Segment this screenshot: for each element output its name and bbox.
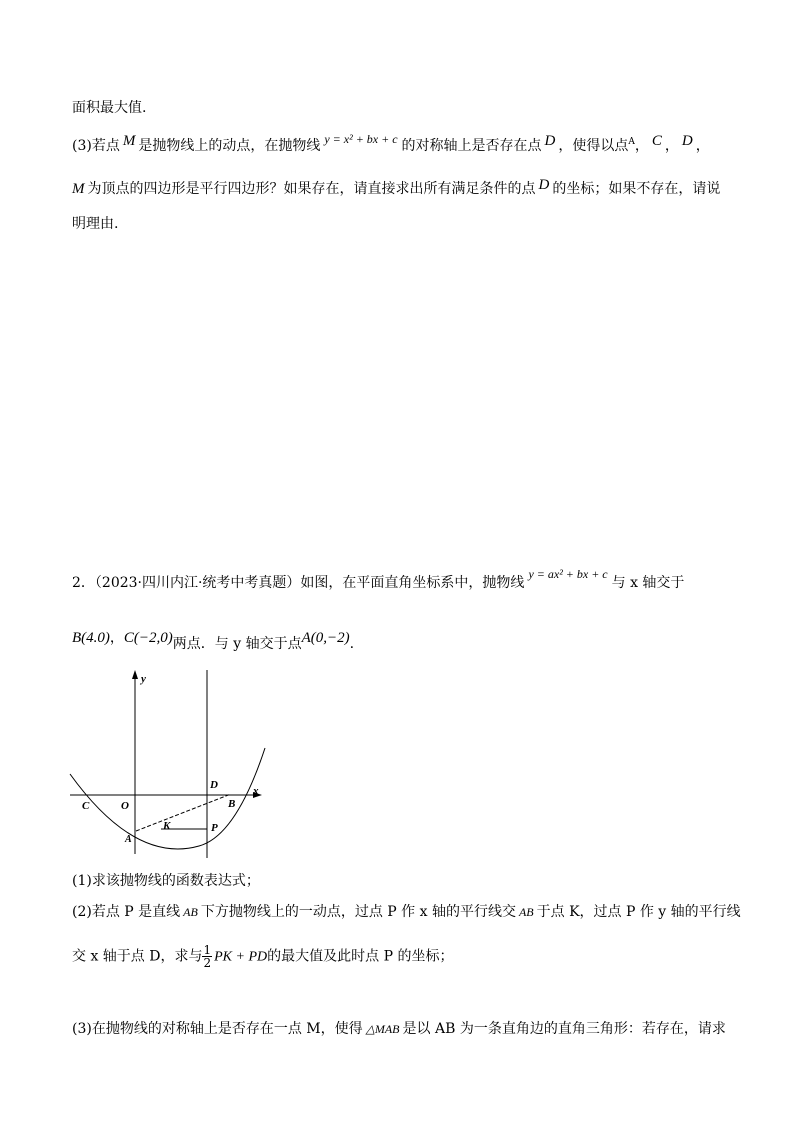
expression-PK-PD: PK + PD <box>214 949 268 965</box>
text-segment: (2)若点 P 是直线 <box>72 904 181 920</box>
math-D: D <box>544 133 556 149</box>
q2-sub1: (1)求该抛物线的函数表达式； <box>72 873 260 889</box>
math-M: M <box>72 181 85 197</box>
label-B: B <box>228 798 236 810</box>
fraction-half <box>202 944 212 969</box>
text-segment: ，使得以点 <box>558 138 629 154</box>
text-segment: (3)在抛物线的对称轴上是否存在一点 M，使得 <box>72 1021 363 1037</box>
p1-line1: 面积最大值. <box>72 100 147 116</box>
math-AB: AB <box>183 905 198 919</box>
label-A: A <box>125 834 132 845</box>
fraction-numerator: 1 <box>203 943 212 957</box>
text-segment: 为顶点的四边形是平行四边形？如果存在，请直接求出所有满足条件的点 <box>87 181 536 197</box>
parabola <box>70 748 265 849</box>
text-segment: . <box>349 636 355 652</box>
equation-parabola: y = ax² + bx + c <box>528 567 608 581</box>
label-K: K <box>163 820 171 832</box>
label-x: x <box>253 785 259 797</box>
point-B-coord: B(4.0) <box>72 630 110 646</box>
math-AB: AB <box>518 905 534 919</box>
label-O: O <box>121 800 129 812</box>
text-segment: 于点 K，过点 P 作 y 轴的平行线 <box>536 904 741 920</box>
text-segment: ， <box>634 138 649 154</box>
text-segment: 下方抛物线上的一动点，过点 P 作 x 轴的平行线交 <box>200 904 516 920</box>
math-C: C <box>651 133 662 149</box>
text-segment: (3)若点 <box>72 138 120 154</box>
q2-sub2-cont <box>72 944 453 969</box>
text-segment: 是抛物线上的动点，在抛物线 <box>138 138 321 154</box>
text-segment: 的最大值及此时点 P 的坐标； <box>267 948 454 965</box>
text-segment: 的对称轴上是否存在点 <box>401 138 542 154</box>
label-C: C <box>82 800 90 812</box>
q2-sub3 <box>72 1021 726 1038</box>
text-segment: 两点．与 y 轴交于点 <box>172 636 302 652</box>
text-segment: ， <box>664 138 679 154</box>
text-segment: 的坐标；如果不存在，请说 <box>552 181 721 197</box>
text-segment: 与 x 轴交于 <box>611 575 685 591</box>
math-D: D <box>538 177 550 193</box>
math-triangle-MAB: △MAB <box>365 1022 400 1036</box>
text-segment: 是以 AB 为一条直角边的直角三角形：若存在，请求 <box>402 1021 726 1037</box>
p1-line3 <box>72 177 721 198</box>
math-M: M <box>122 133 136 149</box>
p1-line2 <box>72 132 710 155</box>
coordinate-figure <box>66 668 276 860</box>
q2-line1 <box>72 567 685 592</box>
point-C-coord: C(−2,0) <box>123 630 173 646</box>
label-P: P <box>211 822 218 834</box>
equation-parabola: y = x² + bx + c <box>324 132 398 146</box>
text-segment: 2．（2023·四川内江·统考中考真题）如图，在平面直角坐标系中，抛物线 <box>72 575 525 591</box>
fraction-denominator: 2 <box>203 956 212 970</box>
q2-sub2 <box>72 904 741 921</box>
math-D: D <box>681 133 693 149</box>
label-y: y <box>141 673 146 685</box>
text-segment: ， <box>109 630 124 646</box>
q2-line2 <box>72 629 355 652</box>
y-axis-arrow <box>132 670 138 679</box>
p1-line4: 明理由. <box>72 216 119 232</box>
text-segment: ， <box>695 138 710 154</box>
point-A-coord: A(0,−2) <box>301 630 350 646</box>
label-D: D <box>210 779 218 791</box>
text-segment: 交 x 轴于点 D，求与 <box>72 948 203 965</box>
math-A: A <box>628 137 635 147</box>
